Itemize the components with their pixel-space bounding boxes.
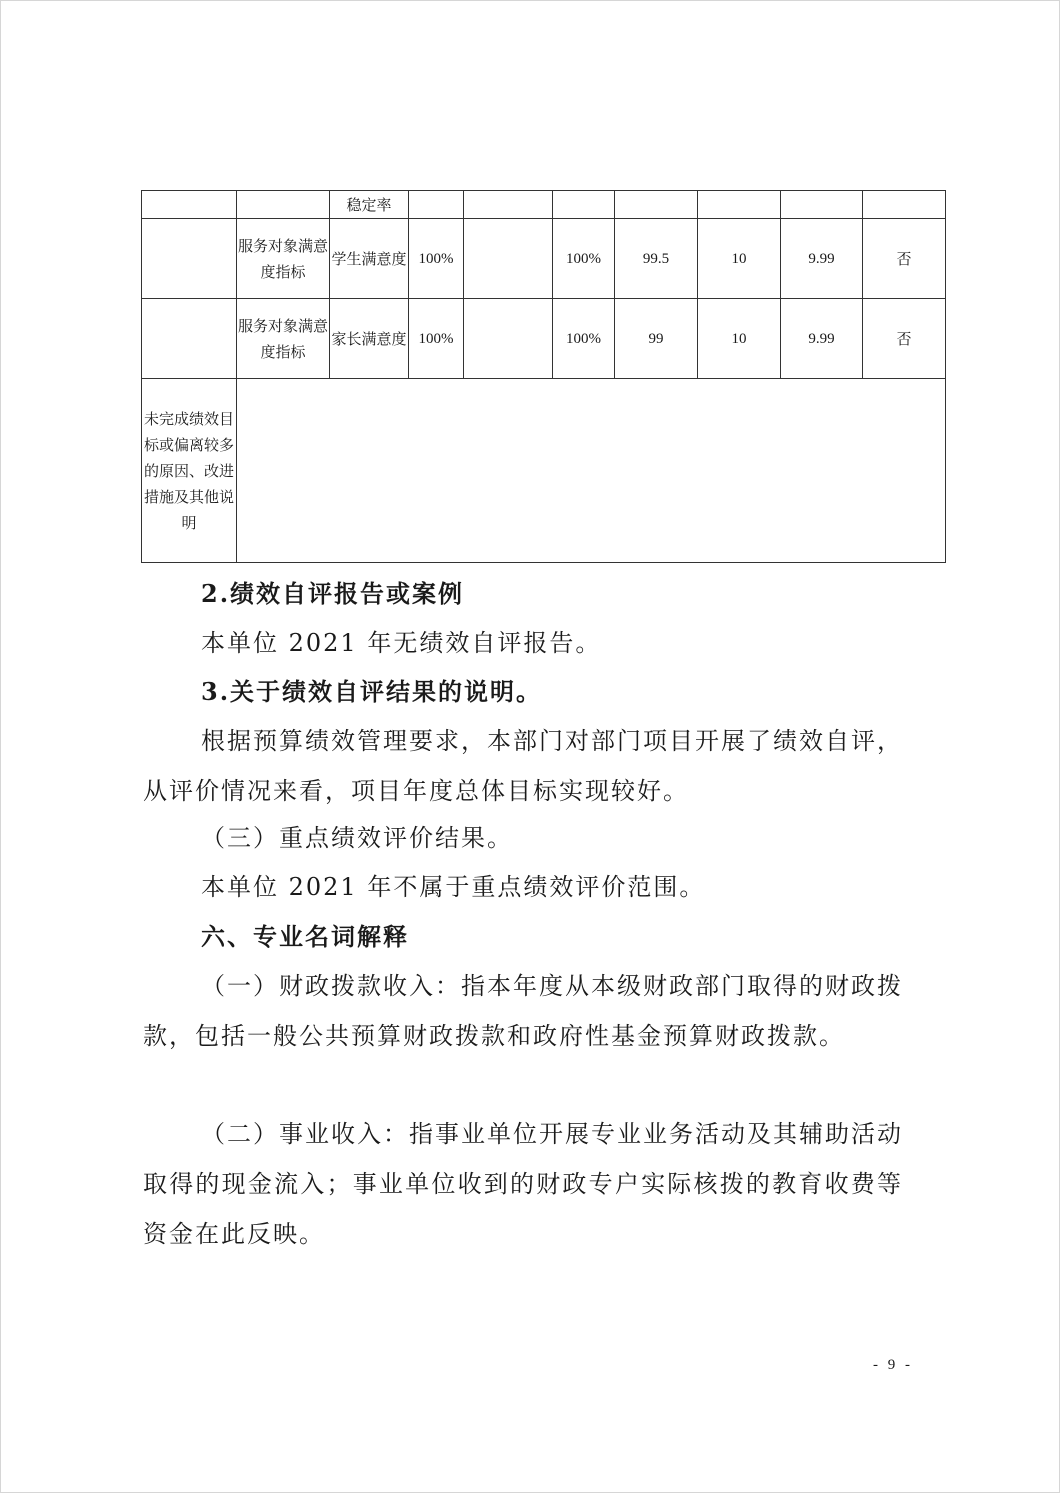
table-cell-target: 100% [409, 299, 464, 379]
table-cell-weight: 10 [698, 219, 781, 299]
paragraph: （一）财政拨款收入：指本年度从本级财政部门取得的财政拨款，包括一般公共预算财政拨款和政府性基金预算财政拨款。 [143, 972, 903, 1050]
table-cell [863, 191, 946, 219]
table-cell [464, 191, 553, 219]
table-cell [615, 191, 698, 219]
table-cell-note-label: 未完成绩效目标或偏离较多的原因、改进措施及其他说明 [142, 379, 237, 563]
table-cell-completion [464, 219, 553, 299]
table-cell-note-content [237, 379, 946, 563]
table-cell-target: 100% [409, 219, 464, 299]
table-cell-indicator: 稳定率 [330, 191, 409, 219]
table-cell-score: 9.99 [781, 219, 863, 299]
table-cell-sub-indicator: 服务对象满意度指标 [237, 299, 330, 379]
table-row [142, 219, 946, 299]
table-cell-sub-indicator: 服务对象满意度指标 [237, 219, 330, 299]
paragraph: 本单位 2021 年无绩效自评报告。 [201, 629, 602, 657]
table-cell-deviation: 否 [863, 299, 946, 379]
heading-self-evaluation-result: 3.关于绩效自评结果的说明。 [201, 677, 543, 706]
table-cell-indicator: 学生满意度 [330, 219, 409, 299]
table-cell [698, 191, 781, 219]
paragraph: 根据预算绩效管理要求，本部门对部门项目开展了绩效自评，从评价情况来看，项目年度总体目标实现较好。 [143, 727, 903, 805]
table-cell [142, 219, 237, 299]
table-row [142, 379, 946, 563]
heading-key-evaluation: （三）重点绩效评价结果。 [201, 824, 513, 852]
table-cell-completion [464, 299, 553, 379]
table-cell-score-target: 100% [553, 219, 615, 299]
table-cell [553, 191, 615, 219]
table-cell-indicator: 家长满意度 [330, 299, 409, 379]
table-cell-weight: 10 [698, 299, 781, 379]
table-row [142, 191, 946, 219]
table-cell-actual: 99.5 [615, 219, 698, 299]
table-cell-deviation: 否 [863, 219, 946, 299]
paragraph: 本单位 2021 年不属于重点绩效评价范围。 [201, 873, 706, 901]
table-cell [781, 191, 863, 219]
table-cell [237, 191, 330, 219]
page-number: - 9 - [873, 1357, 913, 1373]
table-cell [142, 191, 237, 219]
paragraph: （二）事业收入：指事业单位开展专业业务活动及其辅助活动取得的现金流入；事业单位收到的财政专户实际核拨的教育收费等资金在此反映。 [143, 1120, 903, 1248]
table-row [142, 299, 946, 379]
heading-self-evaluation-report: 2.绩效自评报告或案例 [201, 579, 465, 608]
table-cell [409, 191, 464, 219]
heading-glossary: 六、专业名词解释 [201, 922, 409, 951]
table-cell-actual: 99 [615, 299, 698, 379]
performance-table [141, 190, 946, 563]
table-cell [142, 299, 237, 379]
table-cell-score-target: 100% [553, 299, 615, 379]
table-cell-score: 9.99 [781, 299, 863, 379]
